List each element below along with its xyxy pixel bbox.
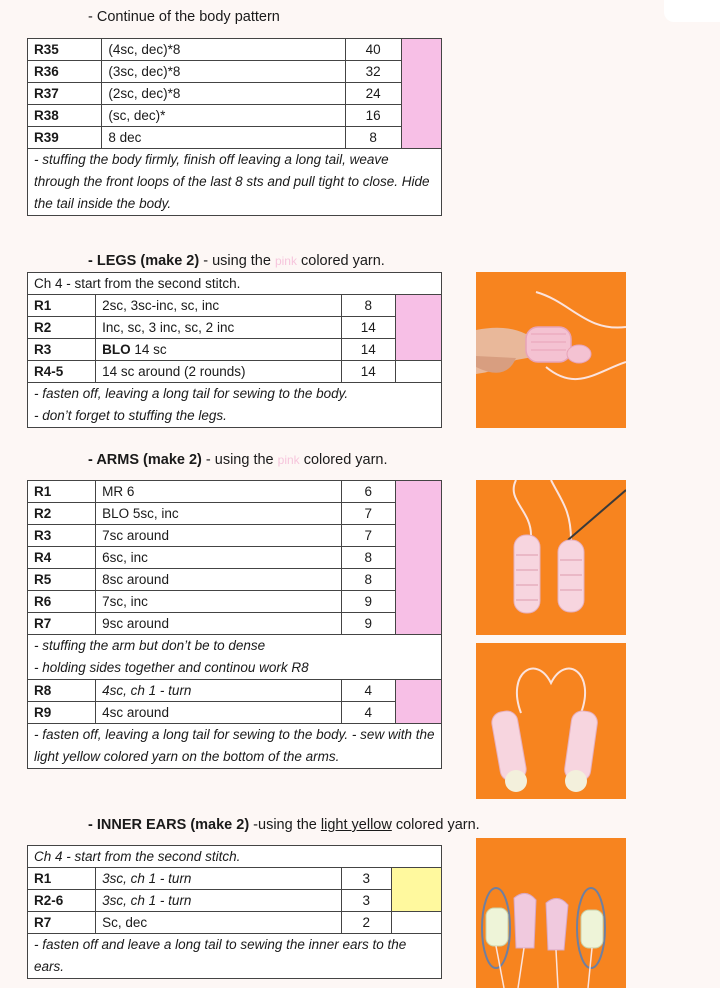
arms-note-line-1: - stuffing the arm but don’t be to dense <box>34 638 266 653</box>
round-cell: R8 <box>28 680 96 702</box>
instruction-cell: Inc, sc, 3 inc, sc, 2 inc <box>96 317 342 339</box>
legs-photo <box>476 272 626 428</box>
ears-section-title <box>88 817 480 833</box>
count-cell: 40 <box>345 39 401 61</box>
count-cell: 9 <box>341 613 395 635</box>
round-cell: R3 <box>28 339 96 361</box>
pink-color-marker <box>395 295 441 361</box>
legs-photo-illustration <box>476 272 626 428</box>
instruction-cell: 3sc, ch 1 - turn <box>96 890 342 912</box>
round-cell: R7 <box>28 613 96 635</box>
legs-title-bold: - LEGS (make 2) <box>88 253 200 269</box>
table-row <box>28 39 442 61</box>
arms-note-a <box>28 635 442 680</box>
instruction-cell: 3sc, ch 1 - turn <box>96 868 342 890</box>
ears-title-end: colored yarn. <box>391 817 480 833</box>
round-cell: R1 <box>28 868 96 890</box>
count-cell: 16 <box>345 105 401 127</box>
count-cell: 14 <box>341 361 395 383</box>
instruction-cell: (4sc, dec)*8 <box>102 39 345 61</box>
instruction-cell: 4sc around <box>96 702 342 724</box>
instruction-cell: 9sc around <box>96 613 342 635</box>
legs-pattern-table <box>27 272 442 428</box>
instruction-cell: 6sc, inc <box>96 547 342 569</box>
ears-title-text: -using the <box>249 817 321 833</box>
instruction-cell: 8sc around <box>96 569 342 591</box>
count-cell: 8 <box>341 295 395 317</box>
table-row <box>28 127 442 149</box>
legs-note <box>28 383 442 428</box>
table-row <box>28 890 442 912</box>
legs-note-line-1: - fasten off, leaving a long tail for sewing to the body. <box>34 386 349 401</box>
instruction-cell: 4sc, ch 1 - turn <box>96 680 342 702</box>
arms-title-end: colored yarn. <box>299 452 388 468</box>
arms-photo-1-illustration <box>476 480 626 635</box>
body-section-title <box>88 9 280 25</box>
table-row <box>28 702 442 724</box>
arms-photo-2-illustration <box>476 643 626 799</box>
table-row <box>28 525 442 547</box>
arms-note-line-2: - holding sides together and continou work R8 <box>34 660 309 675</box>
ears-title-bold: - INNER EARS (make 2) <box>88 817 250 833</box>
pink-color-marker <box>401 39 441 149</box>
instruction-cell: Sc, dec <box>96 912 342 934</box>
arms-title-text: - using the <box>201 452 278 468</box>
table-row <box>28 295 442 317</box>
corner-tab <box>664 0 720 22</box>
instruction-cell: 8 dec <box>102 127 345 149</box>
pink-color-marker <box>395 680 441 724</box>
instruction-text: 14 sc <box>130 341 167 357</box>
count-cell: 2 <box>341 912 391 934</box>
yellow-color-word: light yellow <box>320 817 392 833</box>
table-row <box>28 846 442 868</box>
table-row <box>28 361 442 383</box>
round-cell: R2-6 <box>28 890 96 912</box>
pink-color-marker <box>395 481 441 635</box>
count-cell: 7 <box>341 525 395 547</box>
count-cell: 8 <box>345 127 401 149</box>
round-cell: R9 <box>28 702 96 724</box>
table-row <box>28 912 442 934</box>
start-line: Ch 4 - start from the second stitch. <box>28 846 442 868</box>
count-cell: 6 <box>341 481 395 503</box>
arms-photo-1 <box>476 480 626 635</box>
table-row <box>28 934 442 979</box>
table-row <box>28 83 442 105</box>
body-pattern-table <box>27 38 442 216</box>
arms-title-bold: - ARMS (make 2) <box>88 452 202 468</box>
table-row <box>28 149 442 216</box>
table-row <box>28 569 442 591</box>
round-cell: R6 <box>28 591 96 613</box>
instruction-cell: (3sc, dec)*8 <box>102 61 345 83</box>
legs-note-line-2: - don’t forget to stuffing the legs. <box>34 408 227 423</box>
round-cell: R39 <box>28 127 102 149</box>
arms-pattern-table <box>27 480 442 769</box>
table-row <box>28 383 442 428</box>
table-row <box>28 868 442 890</box>
table-row <box>28 317 442 339</box>
count-cell: 8 <box>341 569 395 591</box>
body-note: - stuffing the body firmly, finish off leaving a long tail, weave through the front loops of the last 8 sts and pull tight to close. Hide the tail inside the body. <box>28 149 442 216</box>
instruction-cell: 7sc, inc <box>96 591 342 613</box>
pink-color-word: pink <box>274 254 297 268</box>
count-cell: 8 <box>341 547 395 569</box>
ears-pattern-table <box>27 845 442 979</box>
round-cell: R5 <box>28 569 96 591</box>
instruction-cell: (sc, dec)* <box>102 105 345 127</box>
ears-photo <box>476 838 626 988</box>
count-cell: 3 <box>341 890 391 912</box>
count-cell: 4 <box>341 702 395 724</box>
instruction-cell: 2sc, 3sc-inc, sc, inc <box>96 295 342 317</box>
round-cell: R7 <box>28 912 96 934</box>
count-cell: 9 <box>341 591 395 613</box>
instruction-cell: MR 6 <box>96 481 342 503</box>
round-cell: R3 <box>28 525 96 547</box>
count-cell: 24 <box>345 83 401 105</box>
table-row <box>28 339 442 361</box>
body-title-text: - Continue of the body pattern <box>88 9 280 25</box>
table-row <box>28 273 442 295</box>
pink-color-word: pink <box>277 453 300 467</box>
count-cell: 3 <box>341 868 391 890</box>
legs-title-end: colored yarn. <box>296 253 385 269</box>
arms-note-b: - fasten off, leaving a long tail for sewing to the body. - sew with the light yellow colored yarn on the bottom of the arms. <box>28 724 442 769</box>
table-row <box>28 61 442 83</box>
empty-cell <box>391 912 441 934</box>
start-line: Ch 4 - start from the second stitch. <box>28 273 442 295</box>
table-row <box>28 724 442 769</box>
instruction-cell: (2sc, dec)*8 <box>102 83 345 105</box>
instruction-cell: 7sc around <box>96 525 342 547</box>
instruction-cell: 14 sc around (2 rounds) <box>96 361 342 383</box>
round-cell: R2 <box>28 503 96 525</box>
round-cell: R35 <box>28 39 102 61</box>
count-cell: 7 <box>341 503 395 525</box>
round-cell: R4 <box>28 547 96 569</box>
table-row <box>28 503 442 525</box>
count-cell: 14 <box>341 317 395 339</box>
table-row <box>28 481 442 503</box>
legs-section-title <box>88 253 385 269</box>
table-row <box>28 680 442 702</box>
round-cell: R2 <box>28 317 96 339</box>
round-cell: R38 <box>28 105 102 127</box>
table-row <box>28 613 442 635</box>
round-cell: R4-5 <box>28 361 96 383</box>
count-cell: 4 <box>341 680 395 702</box>
round-cell: R37 <box>28 83 102 105</box>
count-cell: 32 <box>345 61 401 83</box>
legs-title-text: - using the <box>199 253 275 269</box>
arms-photo-2 <box>476 643 626 799</box>
table-row <box>28 547 442 569</box>
table-row <box>28 635 442 680</box>
instruction-cell <box>96 339 342 361</box>
instruction-cell: BLO 5sc, inc <box>96 503 342 525</box>
round-cell: R36 <box>28 61 102 83</box>
blo-bold: BLO <box>102 341 131 357</box>
round-cell: R1 <box>28 481 96 503</box>
empty-cell <box>395 361 441 383</box>
round-cell: R1 <box>28 295 96 317</box>
arms-section-title <box>88 452 388 468</box>
ears-photo-illustration <box>476 838 626 988</box>
yellow-color-marker <box>391 868 441 912</box>
count-cell: 14 <box>341 339 395 361</box>
table-row <box>28 105 442 127</box>
table-row <box>28 591 442 613</box>
ears-note: - fasten off and leave a long tail to sewing the inner ears to the ears. <box>28 934 442 979</box>
